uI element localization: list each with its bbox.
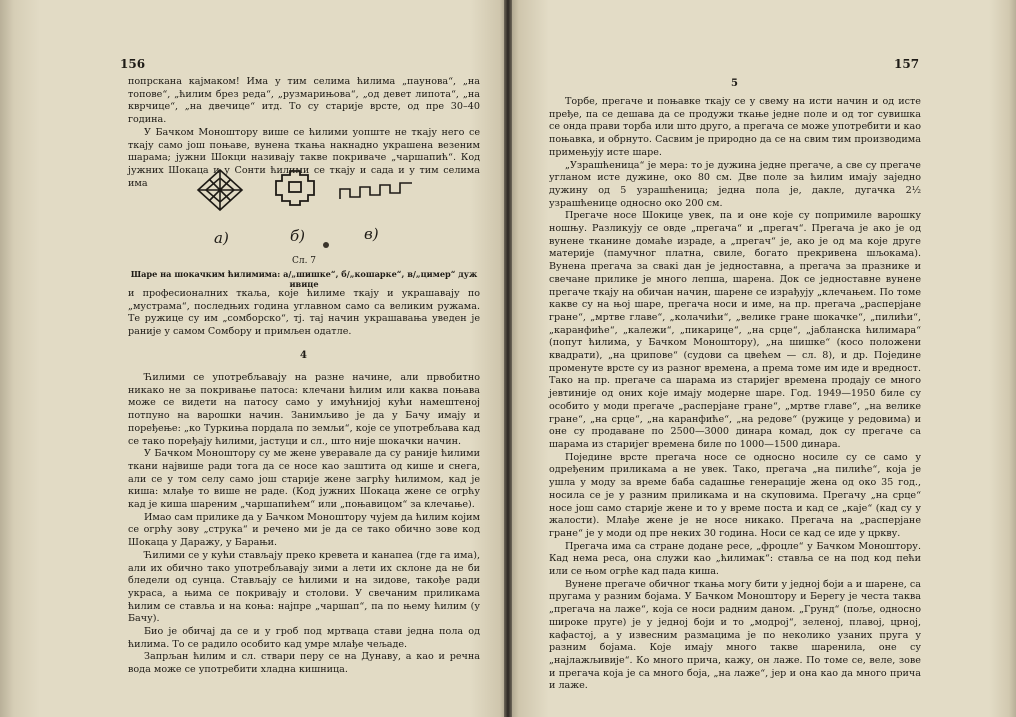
- figure-7-patterns: [190, 165, 420, 253]
- paragraph: Запрљан ћилим и сл. ствари перу се на Дунаву, а као и речна вода може се употребити хладна кишница.: [128, 651, 480, 676]
- paragraph: Ћилими се употребљавају на разне начине, али првобитно никако не за покривање патоса: клечани ћилим или каква поњава може се видети на патосу само у имућнијој кући намештеној потпуно на варошки начин. Занимљиво је да у Бачу имају и поређење: „ко Туркиња пордала по земљи“, које се употребљава кад се тако поређају ћилими, јастуци и сл., што није шокачки начин.: [128, 372, 480, 447]
- paragraph: Торбе, прегаче и поњавке ткају се у свему на исти начин и од исте пређе, па се дешава да се продужи ткање једне поле и од тог сувишка се онда прави торба или што друго, а прегача се може употребити и као поњавка, и обрнуто. Сасвим је природно да се на свим тим производима примењују исте шаре.: [549, 96, 921, 158]
- pattern-v-cimer: [340, 183, 412, 199]
- paragraph: попрскана кајмаком! Има у тим селима ћилима „паунова“, „на топове“, „ћилим брез реда“, „рузмарињова“, „од девет липота“, „на кврчице“, „на двечице“ итд. То су старије врсте, од пре 30–40 година.: [128, 76, 480, 126]
- section-number-right: 5: [731, 78, 738, 89]
- section-number-left: 4: [300, 350, 307, 361]
- figure-label-a: а): [214, 229, 229, 247]
- paragraph: Био је обичај да се и у гроб под мртваца стави једна пола од ћилима. То се радило особито кад умре млађе чељаде.: [128, 626, 480, 650]
- pattern-a-sishke: [198, 170, 242, 210]
- paragraph: Прегача има са стране додане ресе, „фроцле“ у Бачком Моноштору. Кад нема реса, она служи као „ћилимак“: ставља се на под код пећи или се њом огрће кад пада киша.: [549, 540, 921, 578]
- paragraph: Ћилими се у кући стављају преко кревета и канапеа (где га има), али их обично тако употребљавају зими а лети их склоне да не би бледели од сунца. Стављају се ћилими и на зидове, такође ради украса, а њима се покривају и столови. У свечаним приликама ћилим се ставља и на коња: најпре „чаршап“, па по њему ћилим (у Бачу).: [128, 549, 480, 625]
- paragraph: Вунене прегаче обичног ткања могу бити у једној боји а и шарене, са пругама у разним бојама. У Бачком Моноштору и Берегу је честа таква „прегача на лаже“, која се носи радним даном. „Грунд“ (поље, односно широке пруге) је у једној боји и то „модрој“, зеленој, плавој, црној, кафастој, а у извесним размацима је по неколико узаних пруга у разним бојама. Које имају много такве шаренила, оне су „најлажљивије“. Ко много прича, кажу, он лаже. По томе се, веле, зове и прегача која је са много боја, „на лаже“, јер и она као да много прича и лаже.: [549, 578, 921, 692]
- figure-label-v: в): [364, 225, 379, 243]
- paragraph: У Бачком Моноштору су ме жене уверавале да су раније ћилими ткани највише ради тога да се носе као заштита од кише и снега, али се у том селу само још старије жене загрћу ћилимом, кад је киша: млађе то више не раде. (Код јужних Шокаца жене се огрћу кад је киша шареним „чаршапићем“ или „поњавицом“ за клечање).: [128, 448, 480, 511]
- paragraph: „Узрашћеница“ је мера: то је дужина једне прегаче, а све су прегаче угланом исте дужине, око 80 см. Две поле за ћилим имају заједно дужину од 5 узрашћеница; једна пола је, дакле, дугачка 2½ узрашћенице односно око 200 см.: [549, 159, 921, 209]
- page-number-right: 157: [894, 57, 920, 71]
- right-text: [549, 96, 921, 693]
- figure-subcaption: Шаре на шокачким ћилимима: а/„шишке“, б/„кошарке“, в/„цимер“ дуж ивице: [130, 269, 478, 289]
- paper-spot: [323, 242, 329, 248]
- paragraph: У Бачком Моноштору више се ћилими уопште не ткају него се ткају само још поњаве, вунена ткања накнадно украшена везеним шарама; јужни Шокци називају такве покриваче „чаршапић“. Код јужних Шокаца и у Сонти ћилими се ткају и сада и у тим селима има: [128, 126, 480, 189]
- paragraph: и професионалних ткаља, које ћилиме ткају и украшавају по „мустрама“, последњих година углавном само са великим ружама. Те ружице су им „сомборско“, тј. тај начин украшавања уведен је раније у самом Сомбору и примљен одатле.: [128, 288, 480, 338]
- left-page: [0, 0, 507, 717]
- figure-caption: Сл. 7: [291, 256, 317, 266]
- paragraph: Прегаче носе Шокице увек, па и оне које су попримиле варошку ношњу. Разликују се овде „прегача“ и „прегач“. Прегача је ако је од вунене тканине домаће израде, а „прегач“ је, ако је од ма које друге материје (памучног платна, свиле, богато прекривена шљокама). Вунена прегача за свакi дан је једноставна, а прегача за празнике и свечане прилике је много лепша, шарена. Док се једноставне вунене прегаче ткају на обичан начин, шарене се израђују „клечањем. По томе какве су на њој шаре, прегача носи и име, на пр. прегача „расперјане гране“, „мртве главе“, „колачићи“, „велике гране шокачке“, „пилићи“, „каранфиће“, „калежи“, „пикарице“, „на срце“, „јабланска ћилимара“ (попут ћилима, у Бачком Моноштору), „на шишке“ (косо положени квадрати), „на црипове“ (судови са цвећем — сл. 8), и др. Поједине променуте врсте су из разног времена, а према томе им иде и вредност. Тако на пр. прегаче са шарама из старијег времена продају се много јевтиније од оних које имају модерне шаре. Год. 1949—1950 биле су особито у моди прегаче „расперјане гране“, „мртве главе“, „на велике гране“, „на срце“, „на каранфиће“, „на редове“ (ружице у редовима) и оне су продаване по 2500—3000 динара комад, док су прегаче са шарама из старијег времена биле по 1000—1500 динара.: [549, 210, 921, 450]
- left-text-mid: [128, 288, 480, 339]
- page-number-left: 156: [120, 57, 146, 71]
- left-text-bottom: [128, 372, 480, 677]
- right-page: [509, 0, 1016, 717]
- paragraph: Имао сам прилике да у Бачком Моноштору чујем да ћилим којим се огрћу зову „струка“ и речено ми је да се тако обично зове код Шокаца у Даражу, у Барањи.: [128, 511, 480, 549]
- book-gutter: [504, 0, 512, 717]
- figure-label-b: б): [290, 227, 306, 245]
- pattern-b-kosharke: [276, 171, 314, 205]
- paragraph: Поједине врсте прегача носе се односно носиле су се само у одређеним приликама а не увек. Тако, прегача „на пилиће“, која је ушла у моду за време баба садашње генерације жена од око 35 год., носила се је у разним приликама и на скуповима. Прегачу „на срце“ носе још само старије жене и то у време поста и кад се „каје“ (кад су у жалости). Млађе жене је не носе никако. Прегача на „расперјане гране“ је у моди од пре неких 30 година. Носи се кад се иде у цркву.: [549, 451, 921, 539]
